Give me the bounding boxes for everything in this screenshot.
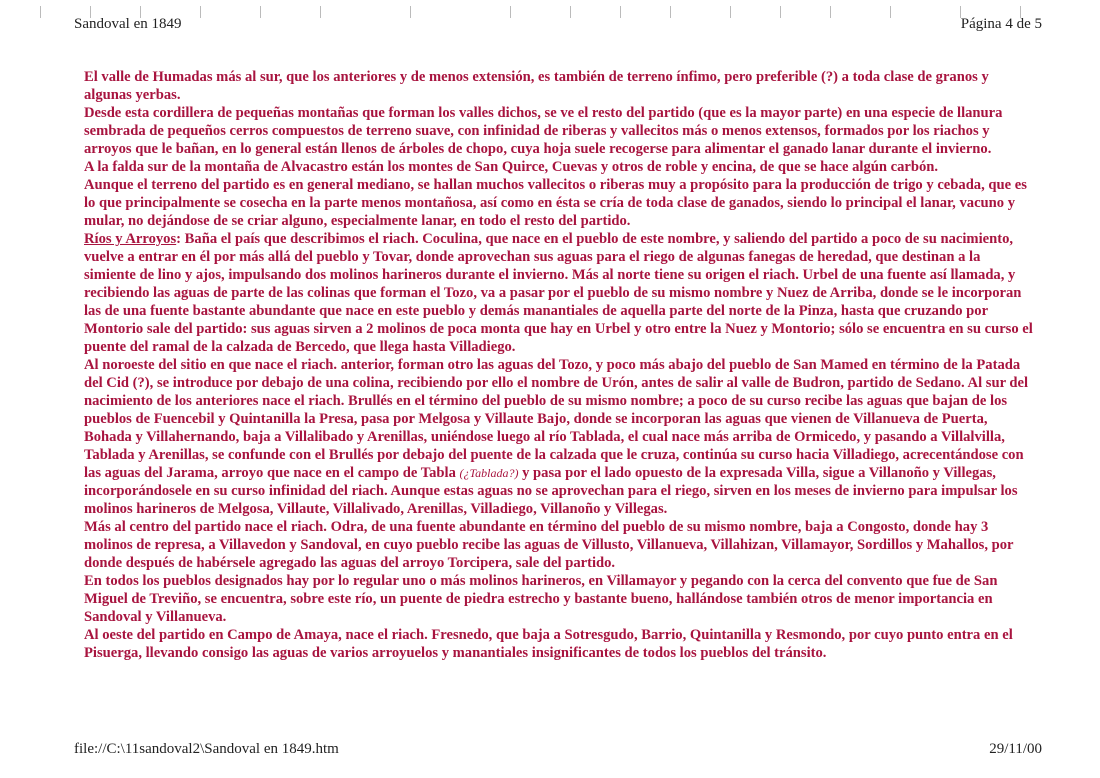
- print-date: 29/11/00: [989, 741, 1042, 757]
- paragraph: [84, 230, 1034, 356]
- paragraph: Desde esta cordillera de pequeñas montañas que forman los valles dichos, se ve el resto del partido (que es la mayor parte) en una especie de llanura sembrada de pequeños cerros compuestos de terreno suave, con infinidad de riberas y vallecitos más o menos extensos, formados por los riachos y arroyos que le bañan, en lo general están llenos de árboles de chopo, cuya hoja suele recogerse para alimentar el ganado lanar durante el invierno.: [84, 105, 1003, 157]
- paragraph: [84, 356, 1034, 518]
- page-number: Página 4 de 5: [960, 16, 1042, 32]
- page-title: Sandoval en 1849: [74, 16, 182, 32]
- paragraph: Al oeste del partido en Campo de Amaya, nace el riach. Fresnedo, que baja a Sotresgudo, Barrio, Quintanilla y Resmondo, por cuyo punto entra en el Pisuerga, llevando consigo las aguas de varios arroyuelos y manantiales insignificantes de todos los pueblos del tránsito.: [84, 627, 1013, 661]
- paragraph: El valle de Humadas más al sur, que los anteriores y de menos extensión, es también de terreno ínfimo, pero preferible (?) a toda clase de granos y algunas yerbas.: [84, 69, 989, 103]
- paragraph: En todos los pueblos designados hay por lo regular uno o más molinos harineros, en Villamayor y pegando con la cerca del convento que fue de San Miguel de Treviño, se encuentra, sobre este río, un puente de piedra estrecho y bastante bueno, hallándose también otros de menor importancia en Sandoval y Villanueva.: [84, 573, 998, 625]
- paragraph-text: Al noroeste del sitio en que nace el riach. anterior, forman otro las aguas del Tozo, y poco más abajo del pueblo de San Mamed en término de la Patada del Cid (?), se introduce por debajo de una colina, recibiendo por ello el nombre de Urón, antes de salir al valle de Budron, partido de Sedano. Al sur del nacimiento de los anteriores nace el riach. Brullés en el término del pueblo de su mismo nombre; a poco de su curso recibe las aguas que bajan de los pueblos de Fuencebil y Quintanilla la Presa, pasa por Melgosa y Villaute Bajo, donde se incorporan las aguas que vienen de Villanueva de Puerta, Bohada y Villahernando, baja a Villalibado y Arenillas, uniéndose luego al río Tablada, el cual nace más arriba de Ormicedo, y pasando a Villalvilla, Tablada y Arenillas, se confunde con el Brullés por debajo del puente de la calzada que le cruza, continúa su curso hacia Villadiego, acrecentándose con las aguas del Jarama, arroyo que nace en el campo de Tabla: [84, 357, 1029, 481]
- scan-edge-marks: [30, 6, 1050, 20]
- paragraph: A la falda sur de la montaña de Alvacastro están los montes de San Quirce, Cuevas y otros de roble y encina, de que se hace algún carbón.: [84, 159, 939, 175]
- file-path: file://C:\11sandoval2\Sandoval en 1849.htm: [74, 741, 339, 757]
- inline-note: (¿Tablada?): [459, 466, 519, 480]
- paragraph-text: : Baña el país que describimos el riach. Coculina, que nace en el pueblo de este nombre, y saliendo del partido a poco de su nacimiento, vuelve a entrar en él por más allá del pueblo y Tovar, donde aprovechan sus aguas para el riego de algunas fanegas de heredad, que destinan a la simiente de lino y ajos, impulsando dos molinos harineros durante el invierno. Más al norte tiene su origen el riach. Urbel de una fuente así llamada, y recibiendo las aguas de parte de las colinas que forman el Tozo, va a pasar por el pueblo de su mismo nombre y Nuez de Arriba, donde se le incorporan las de una fuente bastante abundante que nace en este pueblo y demás manantiales de aquella parte del norte de la Pinza, hasta que cruzando por Montorio sale del partido: sus aguas sirven a 2 molinos de poca monta que hay en Urbel y otro entre la Nuez y Montorio; sólo se encuentra en su curso el puente del ramal de la calzada de Bercedo, que llega hasta Villadiego.: [84, 231, 1033, 355]
- document-body: [84, 68, 1034, 662]
- paragraph: Más al centro del partido nace el riach. Odra, de una fuente abundante en término del pueblo de su mismo nombre, baja a Congosto, donde hay 3 molinos de represa, a Villavedon y Sandoval, en cuyo pueblo recibe las aguas de Villusto, Villanueva, Villahizan, Villamayor, Sordillos y Mahallos, por donde después de habérsele agregado las aguas del arroyo Torcipera, sale del partido.: [84, 519, 1014, 571]
- paragraph: Aunque el terreno del partido es en general mediano, se hallan muchos vallecitos o riberas muy a propósito para la producción de trigo y cebada, que es lo que principalmente se cosecha en la parte menos montañosa, así como en ésta se cría de toda clase de ganados, siendo lo principal el lanar, vacuno y mular, no dejándose de se criar alguno, especialmente lanar, en todo el resto del partido.: [84, 177, 1027, 229]
- section-heading-rios: Ríos y Arroyos: [84, 231, 177, 247]
- paragraph-text: y pasa por el lado opuesto de la expresada Villa, sigue a Villanoño y Villegas, incorporándosele en su curso infinidad del riach. Aunque estas aguas no se aprovechan para el riego, sirven en los meses de invierno para impulsar los molinos harineros de Melgosa, Villaute, Villalivado, Arenillas, Villadiego, Villanoño y Villegas.: [84, 465, 1018, 517]
